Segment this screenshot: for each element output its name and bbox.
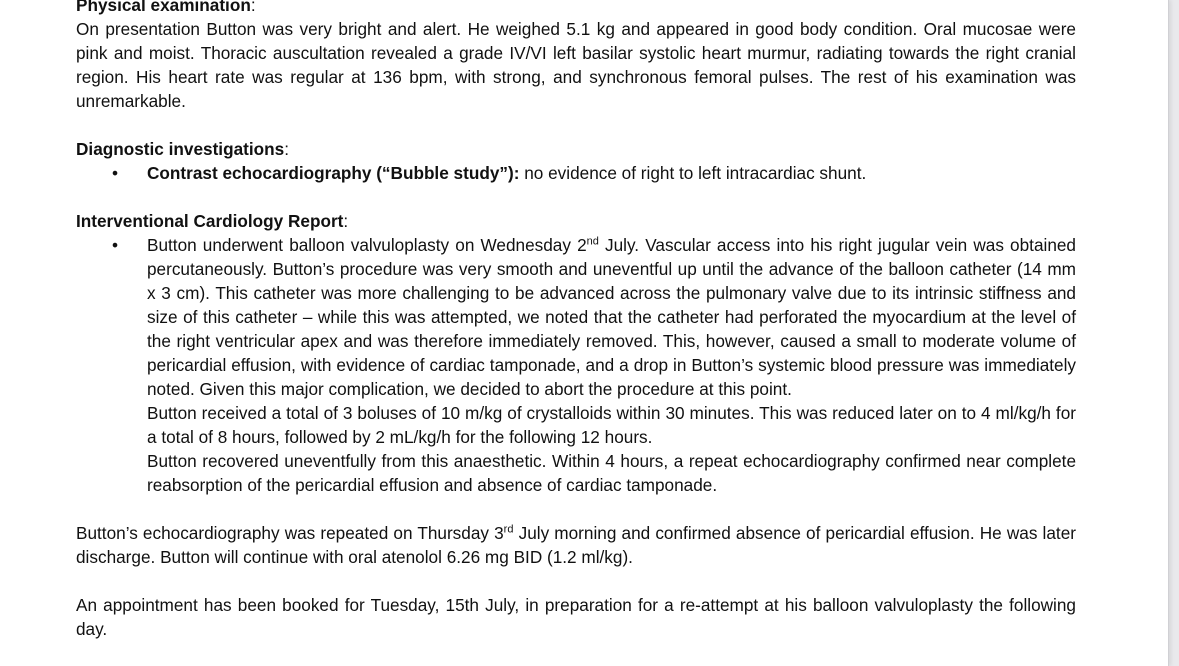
diagnostics-item-label: Contrast echocardiography (“Bubble study”): (147, 163, 520, 183)
diagnostics-heading: Diagnostic investigations: (76, 139, 289, 159)
document-body (76, 0, 1076, 641)
bullet-icon: • (112, 163, 119, 183)
interventional-paragraph-2: Button received a total of 3 boluses of 10 m/kg of crystalloids within 30 minutes. This was reduced later on to 4 ml/kg/h for a total of 8 hours, followed by 2 mL/kg/h for the following 12 hours. (147, 403, 1076, 447)
list-item (76, 233, 1076, 497)
interventional-heading: Interventional Cardiology Report: (76, 211, 349, 231)
list-item (76, 161, 1076, 185)
interventional-paragraph-1: Button underwent balloon valvuloplasty on Wednesday 2nd July. Vascular access into his right jugular vein was obtained percutaneously. Button’s procedure was very smooth and uneventful up until the advance of the balloon catheter (14 mm x 3 cm). This catheter was more challenging to be advanced across the pulmonary valve due to its intrinsic stiffness and size of this catheter – while this was attempted, we noted that the catheter had perforated the myocardium at the level of the right ventricular apex and was therefore immediately removed. This, however, caused a small to moderate volume of pericardial effusion, with evidence of cardiac tamponade, and a drop in Button’s systemic blood pressure was immediately noted. Given this major complication, we decided to abort the procedure at this point. (147, 235, 1076, 399)
physical-exam-text: On presentation Button was very bright and alert. He weighed 5.1 kg and appeared in good body condition. Oral mucosae were pink and moist. Thoracic auscultation revealed a grade IV/VI left basilar systolic heart murmur, radiating towards the right cranial region. His heart rate was regular at 136 bpm, with strong, and synchronous femoral pulses. The rest of his examination was unremarkable. (76, 19, 1076, 111)
diagnostics-item-text: no evidence of right to left intracardiac shunt. (524, 163, 867, 183)
interventional-paragraph-3: Button recovered uneventfully from this anaesthetic. Within 4 hours, a repeat echocardiography confirmed near complete reabsorption of the pericardial effusion and absence of cardiac tamponade. (147, 451, 1076, 495)
bullet-icon: • (112, 235, 119, 255)
appointment-paragraph: An appointment has been booked for Tuesday, 15th July, in preparation for a re-attempt at his balloon valvuloplasty the following day. (76, 595, 1076, 639)
interventional-list (76, 233, 1076, 497)
diagnostics-list (76, 161, 1076, 185)
followup-paragraph: Button’s echocardiography was repeated on Thursday 3rd July morning and confirmed absence of pericardial effusion. He was later discharge. Button will continue with oral atenolol 6.26 mg BID (1.2 ml/kg). (76, 523, 1076, 567)
physical-exam-heading: Physical examination: (76, 0, 256, 15)
